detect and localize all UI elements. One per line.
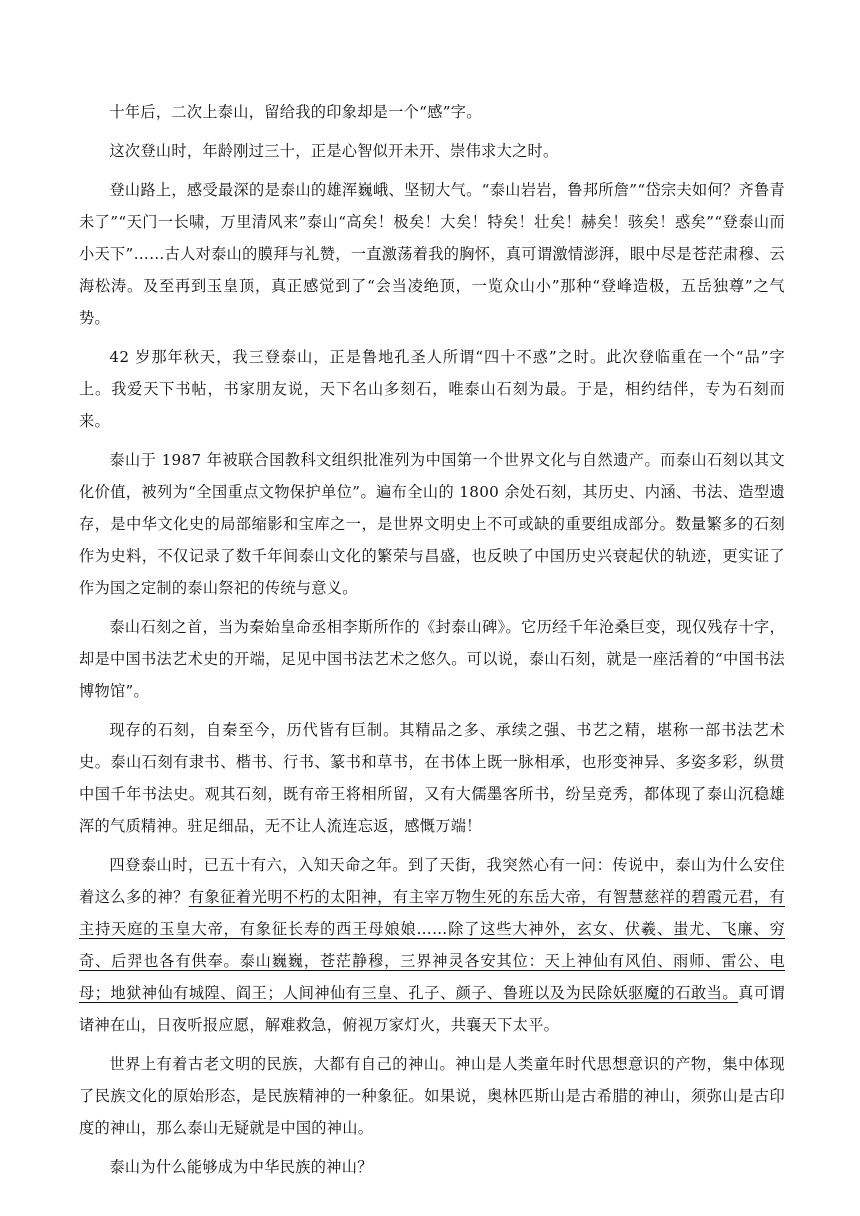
paragraph-9-text: 世界上有着古老文明的民族，大都有自己的神山。神山是人类童年时代思想意识的产物，集中体现了民族文化的原始形态，是民族精神的一种象征。如果说，奥林匹斯山是古希腊的神山，须弥山是古印度的神山，那么泰山无疑就是中国的神山。 (79, 1055, 785, 1137)
paragraph-5-text: 泰山于 1987 年被联合国教科文组织批准列为中国第一个世界文化与自然遗产。而泰山石刻以其文化价值，被列为“全国重点文物保护单位”。遍布全山的 1800 余处石刻，其历史、内涵、书法、造型遗存，是中华文化史的局部缩影和宝库之一，是世界文明史上不可或缺的重要组成部分。数量繁多的石刻作为史料，不仅记录了数千年间泰山文化的繁荣与昌盛，也反映了中国历史兴衰起伏的轨迹，更实证了作为国之定制的泰山祭祀的传统与意义。 (79, 451, 785, 597)
paragraph-4 (79, 341, 785, 437)
paragraph-3-text: 登山路上，感受最深的是泰山的雄浑巍峨、坚韧大气。“泰山岩岩，鲁邦所詹”“岱宗夫如何？齐鲁青未了”“天门一长啸，万里清风来”泰山“高矣！极矣！大矣！特矣！壮矣！赫矣！骇矣！惑矣”“登泰山而小天下”……古人对泰山的膜拜与礼赞，一直激荡着我的胸怀，真可谓激情澎湃，眼中尽是苍茫肃穆、云海松涛。及至再到玉皇顶，真正感觉到了“会当凌绝顶，一览众山小”那种“登峰造极，五岳独尊”之气势。 (79, 181, 785, 327)
paragraph-9 (79, 1048, 785, 1144)
paragraph-2-text: 这次登山时，年龄刚过三十，正是心智似开未开、崇伟求大之时。 (109, 142, 559, 160)
paragraph-8 (79, 849, 785, 1041)
paragraph-4-text: 42 岁那年秋天，我三登泰山，正是鲁地孔圣人所谓“四十不惑”之时。此次登临重在一个“品”字上。我爱天下书帖，书家朋友说，天下名山多刻石，唯泰山石刻为最。于是，相约结伴，专为石刻而来。 (79, 348, 785, 430)
paragraph-8-after: 真可谓诸神在山，日夜听报应愿，解难救急，俯视万家灯火，共襄天下太平。 (79, 984, 785, 1034)
paragraph-10 (79, 1151, 785, 1183)
paragraph-6-text: 泰山石刻之首，当为秦始皇命丞相李斯所作的《封泰山碑》。它历经千年沧桑巨变，现仅残存十字，却是中国书法艺术史的开端，足见中国书法艺术之悠久。可以说，泰山石刻，就是一座活着的“中国书法博物馆”。 (79, 618, 785, 700)
underlined-passage: 有象征着光明不朽的太阳神，有主宰万物生死的东岳大帝，有智慧慈祥的碧霞元君，有主持天庭的玉皇大帝，有象征长寿的西王母娘娘……除了这些大神外，玄女、伏羲、蚩尤、飞廉、穷奇、后羿也各有供奉。泰山巍巍，苍茫静穆，三界神灵各安其位：天上神仙有风伯、雨师、雷公、电母；地狱神仙有城隍、阎王；人间神仙有三皇、孔子、颜子、鲁班以及为民除妖驱魔的石敢当。 (79, 888, 785, 1002)
paragraph-10-text: 泰山为什么能够成为中华民族的神山？ (109, 1158, 373, 1176)
document-body (79, 96, 785, 1190)
paragraph-7-text: 现存的石刻，自秦至今，历代皆有巨制。其精品之多、承续之强、书艺之精，堪称一部书法艺术史。泰山石刻有隶书、楷书、行书、篆书和草书，在书体上既一脉相承，也形变神异、多姿多彩，纵贯中国千年书法史。观其石刻，既有帝王将相所留，又有大儒墨客所书，纷呈竞秀，都体现了泰山沉稳雄浑的气质精神。驻足细品，无不让人流连忘返，感慨万端！ (79, 721, 785, 835)
paragraph-3 (79, 174, 785, 334)
paragraph-2 (79, 135, 785, 167)
paragraph-8-before: 四登泰山时，已五十有六，入知天命之年。到了天街，我突然心有一问：传说中，泰山为什么安住着这么多的神？ (79, 856, 785, 906)
paragraph-1-text: 十年后，二次上泰山，留给我的印象却是一个“感”字。 (109, 103, 482, 121)
paragraph-5 (79, 444, 785, 604)
paragraph-7 (79, 714, 785, 842)
paragraph-1 (79, 96, 785, 128)
paragraph-6 (79, 611, 785, 707)
